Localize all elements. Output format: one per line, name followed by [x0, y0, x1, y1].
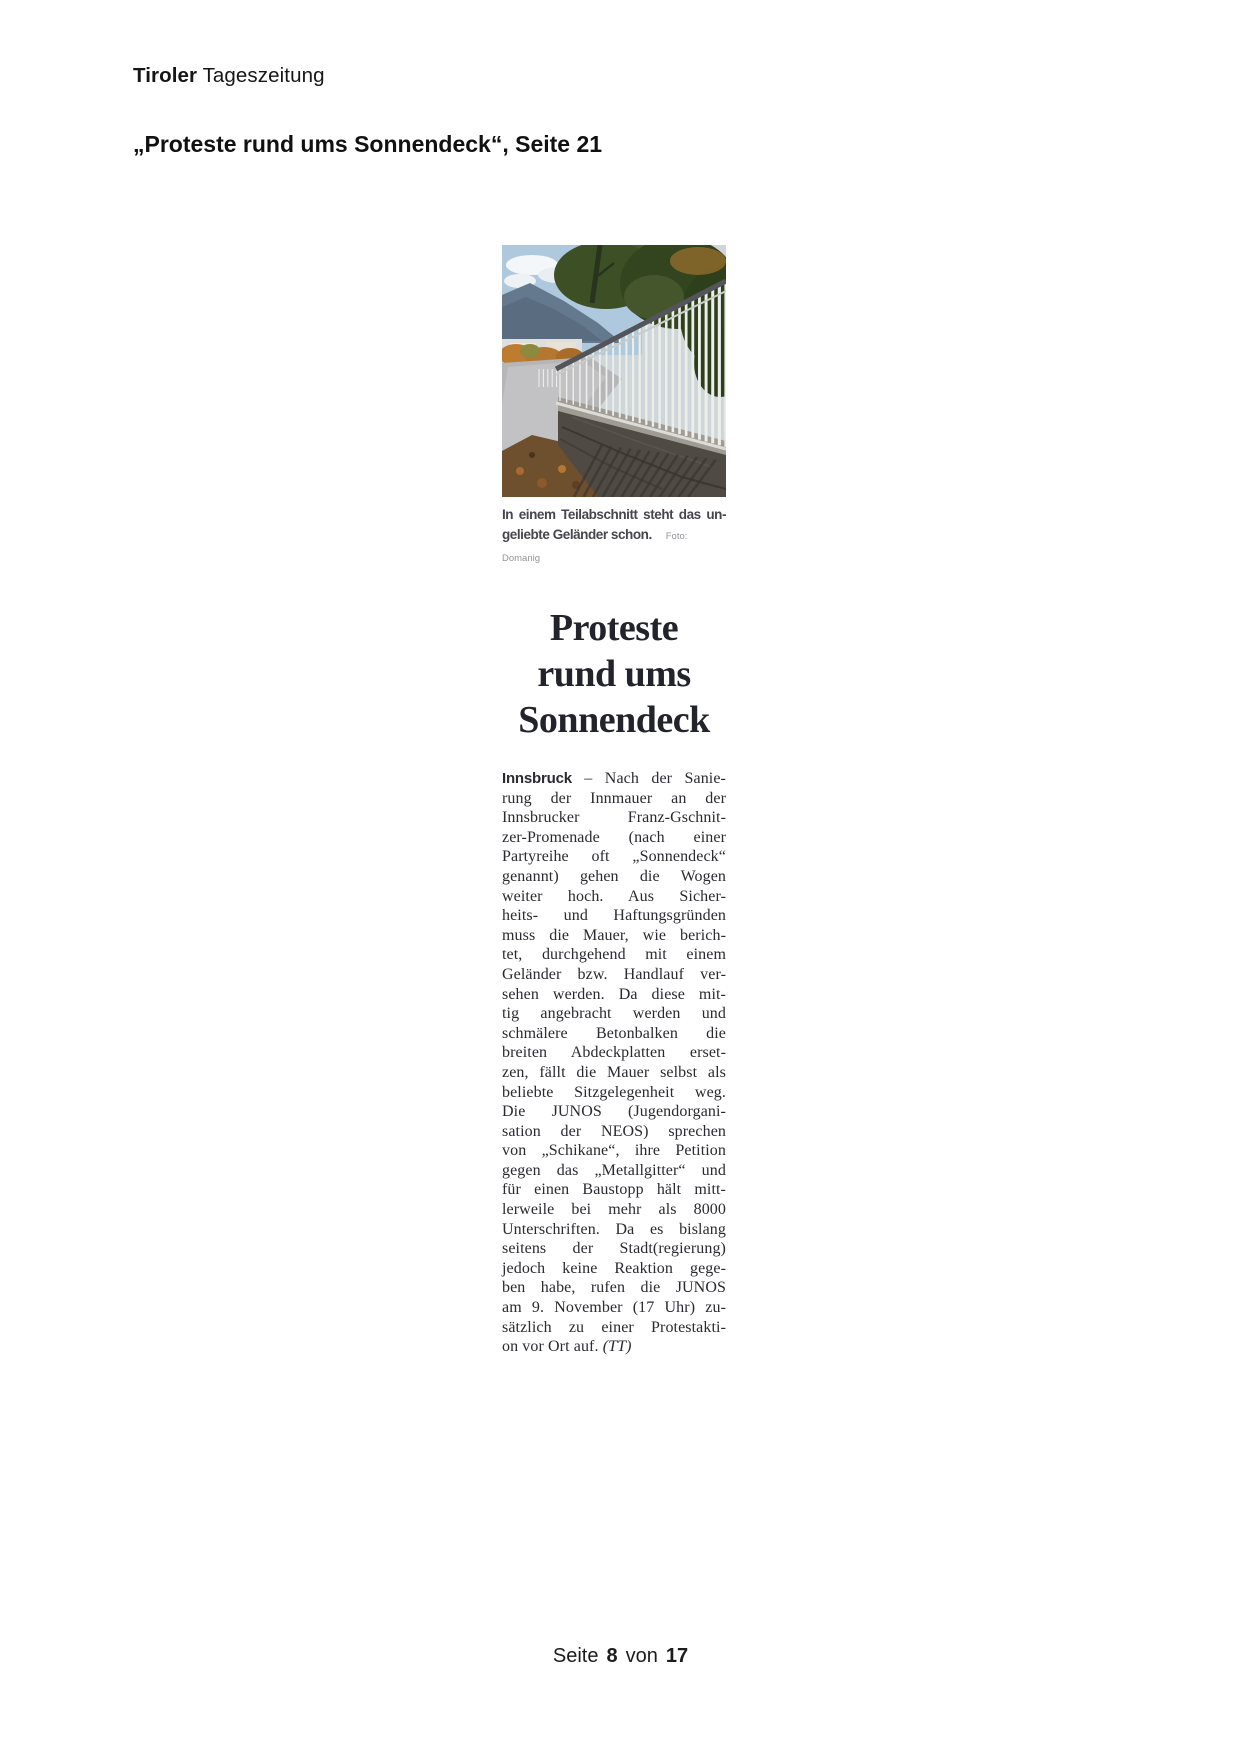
article-line: schmälere Betonbalken die [502, 1024, 726, 1042]
footer-current-page: 8 [606, 1645, 618, 1667]
article-line: beliebte Sitzgelegenheit weg. [502, 1083, 726, 1101]
article-line: on vor Ort auf. (TT) [502, 1338, 632, 1356]
article-line: lerweile bei mehr als 8000 [502, 1201, 726, 1219]
article-line: Unterschriften. Da es bislang [502, 1220, 726, 1238]
article-line: Partyreihe oft „Sonnendeck“ [502, 848, 726, 866]
photo-caption-line2: geliebte Geländer schon. Foto: Domanig [502, 527, 688, 564]
article-line: zen, fällt die Mauer selbst als [502, 1063, 726, 1081]
masthead [133, 64, 325, 88]
article-line: Innsbrucker Franz-Gschnit- [502, 809, 726, 827]
clipping-photo [502, 245, 726, 497]
article-line: sehen werden. Da diese mit- [502, 985, 726, 1003]
article-line: Innsbruck – Nach der Sanie- [502, 770, 726, 787]
footer-prefix: Seite [552, 1645, 599, 1667]
article-line: sätzlich zu einer Protestakti- [502, 1318, 726, 1336]
article-body [502, 769, 726, 1357]
article-line: weiter hoch. Aus Sicher- [502, 887, 726, 905]
article-line: sation der NEOS) sprechen [502, 1122, 726, 1140]
article-line: Geländer bzw. Handlauf ver- [502, 965, 726, 983]
masthead-brand-bold: Tiroler [133, 64, 198, 87]
article-line: am 9. November (17 Uhr) zu- [502, 1299, 726, 1317]
article-reference-title: „Proteste rund ums Sonnendeck“, Seite 21 [133, 131, 603, 157]
photo-caption-line1: In einem Teilabschnitt steht das un- [502, 507, 726, 522]
article-line: von „Schikane“, ihre Petition [502, 1142, 726, 1160]
article-line: muss die Mauer, wie berich- [502, 926, 726, 944]
article-line: ben habe, rufen die JUNOS [502, 1279, 726, 1297]
article-line: tet, durchgehend mit einem [502, 946, 726, 964]
article-line: für einen Baustopp hält mitt- [502, 1181, 726, 1199]
article-line: zer-Promenade (nach einer [502, 828, 726, 846]
photo-caption [502, 505, 726, 569]
article-line: Die JUNOS (Jugendorgani- [502, 1103, 726, 1121]
clipping-headline-line1: Proteste [549, 607, 679, 649]
article-line: tig angebracht werden und [502, 1005, 726, 1023]
article-line: heits- und Haftungsgründen [502, 907, 726, 925]
page-footer [0, 1645, 1241, 1668]
footer-total-pages: 17 [665, 1645, 689, 1667]
clipping-photo-svg [502, 245, 726, 497]
footer-separator: von [625, 1645, 658, 1667]
photo-credit: Foto: Domanig [502, 531, 688, 564]
article-line: rung der Innmauer an der [502, 789, 726, 807]
article-line: seitens der Stadt(regierung) [502, 1240, 726, 1258]
clipping-headline-line3: Sonnendeck [518, 699, 710, 741]
newspaper-clipping [502, 245, 726, 1357]
masthead-brand-rest: Tageszeitung [202, 64, 325, 87]
clipping-headline [502, 605, 726, 743]
article-line: jedoch keine Reaktion gege- [502, 1259, 726, 1277]
article-line: genannt) gehen die Wogen [502, 867, 726, 885]
article-line: gegen das „Metallgitter“ und [502, 1161, 726, 1179]
article-line: breiten Abdeckplatten erset- [502, 1044, 726, 1062]
clipping-headline-line2: rund ums [537, 653, 691, 695]
